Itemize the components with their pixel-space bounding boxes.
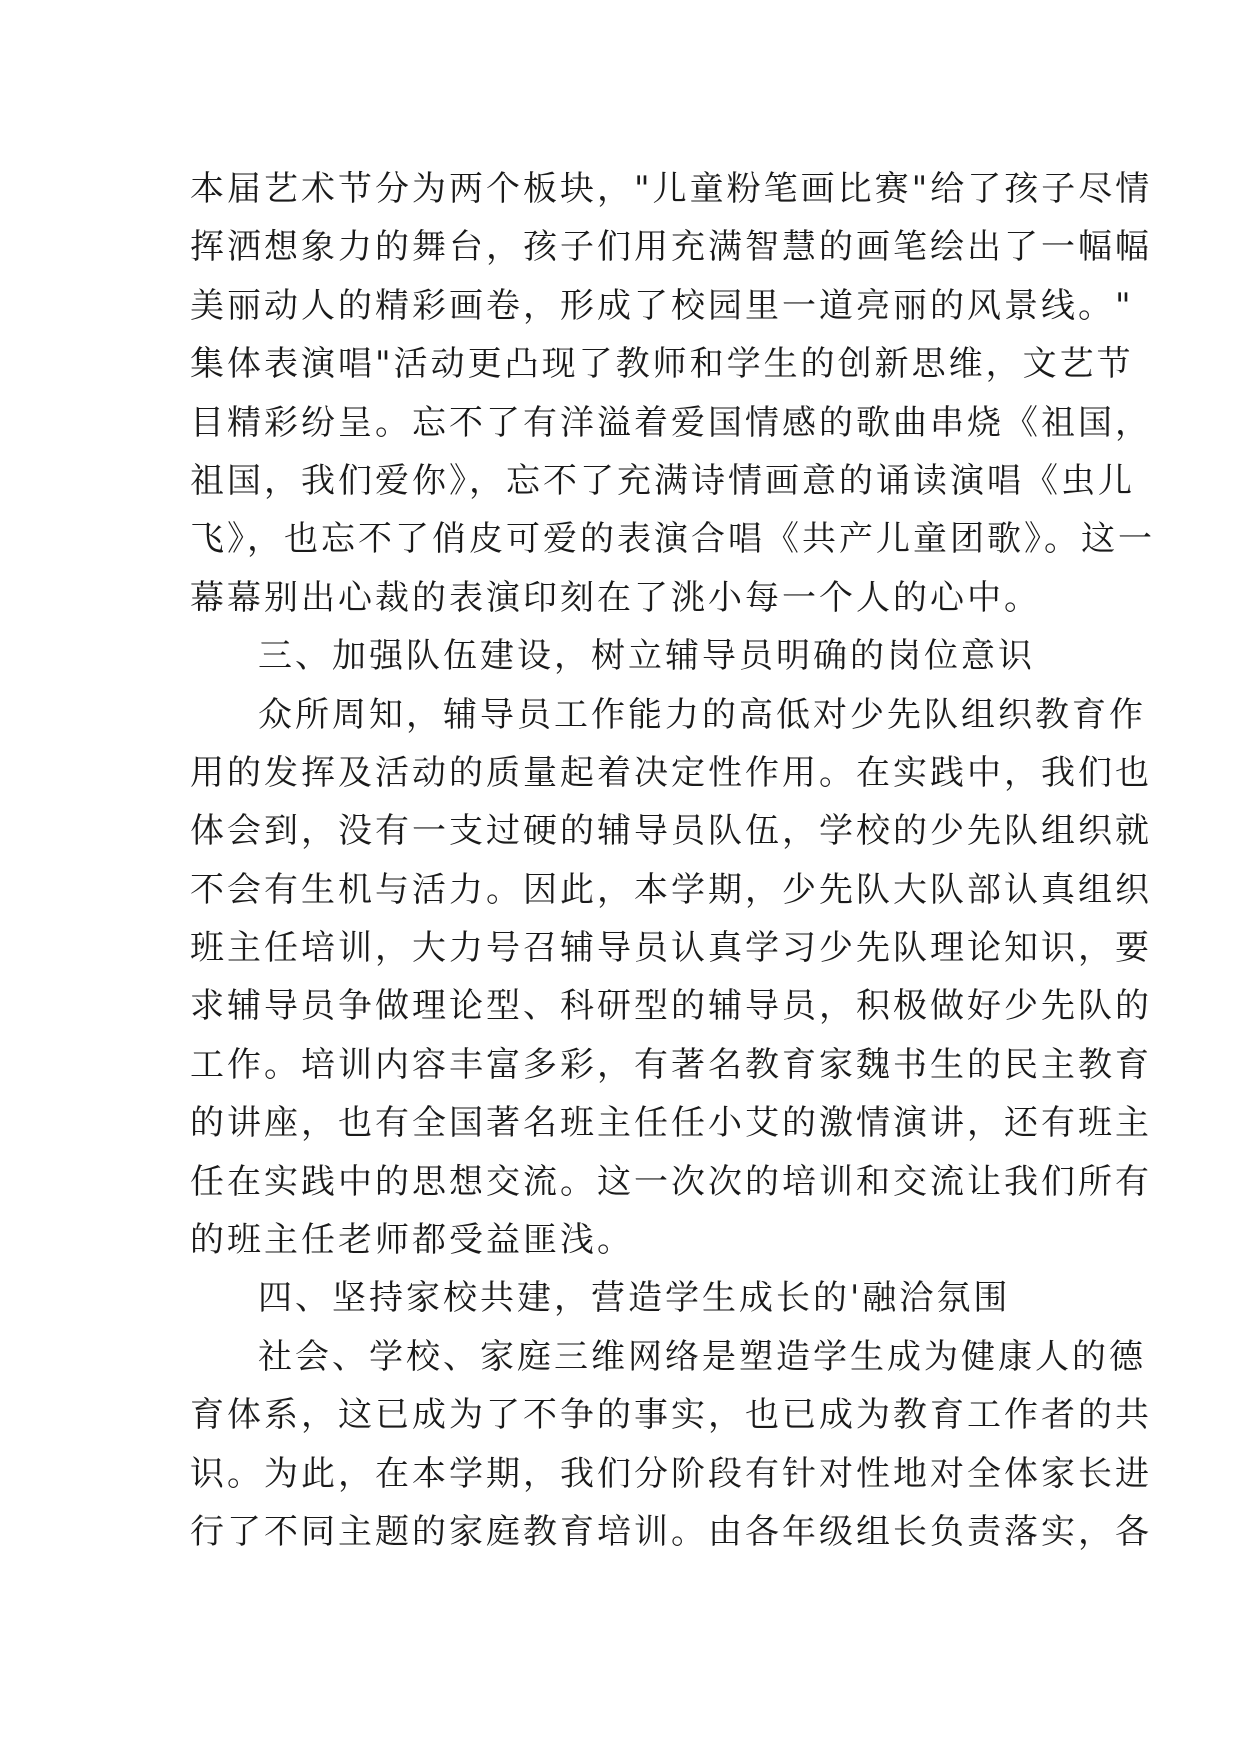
- text-line: 众所周知，辅导员工作能力的高低对少先队组织教育作: [258, 694, 1146, 735]
- text-line: 的班主任老师都受益匪浅。: [190, 1220, 634, 1261]
- text-line: 不会有生机与活力。因此，本学期，少先队大队部认真组织: [190, 869, 1152, 910]
- text-line: 班主任培训，大力号召辅导员认真学习少先队理论知识，要: [190, 928, 1152, 969]
- text-line: 集体表演唱"活动更凸现了教师和学生的创新思维，文艺节: [190, 344, 1134, 385]
- text-line: 挥洒想象力的舞台，孩子们用充满智慧的画笔绘出了一幅幅: [190, 227, 1152, 268]
- text-line: 目精彩纷呈。忘不了有洋溢着爱国情感的歌曲串烧《祖国，: [190, 402, 1152, 443]
- text-line: 三、加强队伍建设，树立辅导员明确的岗位意识: [258, 636, 1035, 677]
- text-line: 育体系，这已成为了不争的事实，也已成为教育工作者的共: [190, 1395, 1152, 1436]
- text-line: 用的发挥及活动的质量起着决定性作用。在实践中，我们也: [190, 752, 1152, 793]
- text-line: 工作。培训内容丰富多彩，有著名教育家魏书生的民主教育: [190, 1044, 1152, 1085]
- text-line: 社会、学校、家庭三维网络是塑造学生成为健康人的德: [258, 1336, 1146, 1377]
- text-line: 本届艺术节分为两个板块，"儿童粉笔画比赛"给了孩子尽情: [190, 169, 1153, 209]
- text-line: 求辅导员争做理论型、科研型的辅导员，积极做好少先队的: [190, 986, 1152, 1027]
- text-line: 飞》，也忘不了俏皮可爱的表演合唱《共产儿童团歌》。这一: [190, 519, 1155, 560]
- text-line: 的讲座，也有全国著名班主任任小艾的激情演讲，还有班主: [190, 1103, 1152, 1144]
- text-line: 行了不同主题的家庭教育培训。由各年级组长负责落实，各: [190, 1511, 1152, 1552]
- text-line: 幕幕别出心裁的表演印刻在了洮小每一个人的心中。: [190, 577, 1041, 618]
- text-line: 识。为此，在本学期，我们分阶段有针对性地对全体家长进: [190, 1453, 1152, 1494]
- text-line: 体会到，没有一支过硬的辅导员队伍，学校的少先队组织就: [190, 811, 1152, 852]
- text-line: 美丽动人的精彩画卷，形成了校园里一道亮丽的风景线。": [190, 285, 1134, 326]
- text-line: 四、坚持家校共建，营造学生成长的'融洽氛围: [258, 1278, 1011, 1319]
- text-line: 祖国，我们爱你》，忘不了充满诗情画意的诵读演唱《虫儿: [190, 460, 1135, 501]
- text-line: 任在实践中的思想交流。这一次次的培训和交流让我们所有: [190, 1161, 1152, 1202]
- document-body: [190, 160, 1155, 1561]
